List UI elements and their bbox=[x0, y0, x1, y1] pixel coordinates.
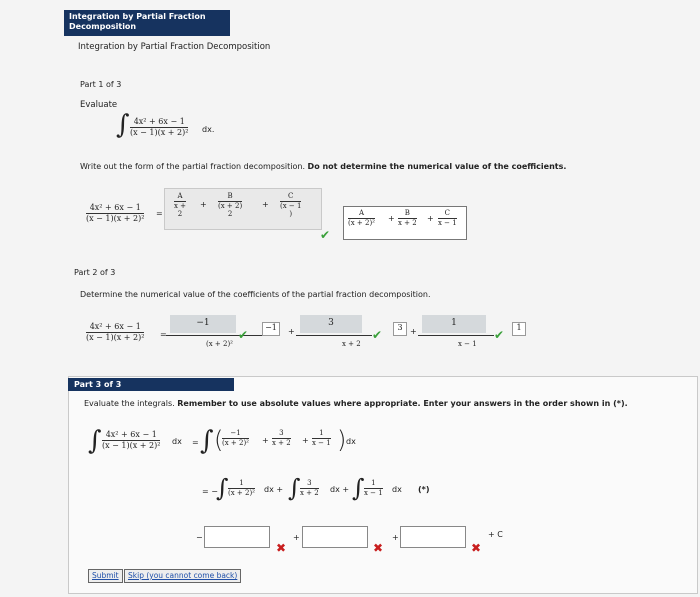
row2-term-2 bbox=[300, 480, 319, 498]
integrand-numerator: 4x² + 6x − 1 bbox=[133, 117, 185, 126]
plus-sign: + bbox=[262, 436, 269, 445]
plus-sign: + bbox=[302, 436, 309, 445]
slot-a-wrap: 2 bbox=[177, 209, 183, 218]
part3-dx-2: dx bbox=[346, 437, 356, 446]
row2-term-2-denominator: x + 2 bbox=[300, 489, 319, 498]
page-subtitle: Integration by Partial Fraction Decomposition bbox=[78, 42, 271, 52]
part3-label: Part 3 of 3 bbox=[68, 378, 234, 391]
part1-instruction bbox=[80, 162, 566, 171]
plus-sign: + bbox=[427, 214, 434, 223]
part1-instruction-normal: Write out the form of the partial fraction decomposition. bbox=[80, 162, 305, 171]
slot-c-denominator: (x − 1 bbox=[280, 202, 302, 211]
row2-dx-3: dx bbox=[392, 485, 402, 494]
row2-term-2-numerator: 3 bbox=[307, 479, 312, 487]
part1-dx: dx. bbox=[202, 125, 215, 134]
minus-sign: = − bbox=[202, 487, 218, 496]
part3-dx: dx bbox=[172, 437, 182, 446]
term-2-denominator: x + 2 bbox=[272, 439, 291, 448]
minus-sign: − bbox=[196, 533, 203, 542]
answer-a-numerator: A bbox=[358, 209, 365, 217]
part1-label: Part 1 of 3 bbox=[80, 80, 122, 89]
term-3-denominator: x − 1 bbox=[312, 439, 331, 448]
row2-term-3-numerator: 1 bbox=[371, 479, 376, 487]
assignment-header bbox=[64, 10, 230, 36]
lhs-denominator: (x − 1)(x + 2)² bbox=[86, 333, 145, 343]
slot-c-wrap: ) bbox=[289, 209, 293, 218]
part1-evaluate: Evaluate bbox=[80, 100, 118, 110]
answer-term-c bbox=[438, 210, 457, 228]
correct-check-icon: ✔ bbox=[372, 328, 383, 342]
term-1-denominator: (x + 2)² bbox=[222, 439, 249, 448]
answer-c-denominator: x − 1 bbox=[438, 219, 457, 228]
row2-term-1-numerator: 1 bbox=[239, 479, 244, 487]
coef-2-denominator: x + 2 bbox=[342, 340, 361, 348]
part2-lhs bbox=[86, 323, 144, 343]
plus-c: + C bbox=[488, 530, 503, 539]
slot-a-numerator: A bbox=[177, 192, 183, 200]
part1-integrand bbox=[130, 118, 188, 138]
integral-sign: ∫ bbox=[216, 474, 229, 502]
coef-input-1[interactable] bbox=[170, 315, 236, 333]
slot-a-denominator: x + bbox=[174, 202, 187, 211]
lhs-numerator: 4x² + 6x − 1 bbox=[89, 322, 141, 331]
correct-check-icon: ✔ bbox=[494, 328, 505, 342]
answer-term-b bbox=[398, 210, 417, 228]
plus-sign: + bbox=[262, 200, 269, 209]
coef-input-3-value: 1 bbox=[451, 318, 457, 328]
part3-panel bbox=[68, 376, 698, 594]
incorrect-x-icon: ✖ bbox=[471, 541, 482, 555]
row2-term-3-denominator: x − 1 bbox=[364, 489, 383, 498]
row2-term-3 bbox=[364, 480, 383, 498]
incorrect-x-icon: ✖ bbox=[276, 541, 287, 555]
answer-a-denominator: (x + 2)² bbox=[348, 219, 375, 228]
coef-input-1-value: −1 bbox=[196, 318, 210, 328]
part3-instruction-normal: Evaluate the integrals. bbox=[84, 399, 175, 408]
submit-button[interactable]: Submit bbox=[88, 569, 123, 583]
slot-c-numerator: C bbox=[288, 192, 294, 200]
coef-1-answer: −1 bbox=[262, 322, 280, 336]
part3-term-1 bbox=[222, 430, 249, 448]
incorrect-x-icon: ✖ bbox=[373, 541, 384, 555]
row2-term-1-denominator: (x + 2)² bbox=[228, 489, 255, 498]
plus-sign: + bbox=[288, 327, 295, 336]
coef-input-2-value: 3 bbox=[328, 318, 334, 328]
coef-input-3[interactable] bbox=[422, 315, 486, 333]
slot-b-wrap: 2 bbox=[227, 209, 233, 218]
close-paren: ) bbox=[337, 426, 347, 454]
part3-term-2 bbox=[272, 430, 291, 448]
answer-term-a bbox=[348, 210, 375, 228]
row2-dx-1: dx + bbox=[264, 485, 284, 494]
coef-3-denominator: x − 1 bbox=[458, 340, 477, 348]
lhs-denominator: (x − 1)(x + 2)² bbox=[86, 214, 145, 224]
coef-3-answer: 1 bbox=[512, 322, 526, 336]
part3-instruction-bold: Remember to use absolute values where appropriate. Enter your answers in the order shown in (*). bbox=[177, 399, 628, 408]
integral-sign: ∫ bbox=[200, 426, 214, 456]
star-marker: (*) bbox=[418, 485, 430, 494]
part1-slot-c[interactable] bbox=[280, 193, 301, 218]
header-title-line2: Decomposition bbox=[69, 22, 137, 31]
header-title-line1: Integration by Partial Fraction bbox=[69, 12, 206, 21]
part2-equals: = bbox=[160, 330, 167, 339]
lhs-denominator: (x − 1)(x + 2)² bbox=[102, 441, 161, 451]
part3-equals: = bbox=[192, 438, 199, 447]
row2-term-1 bbox=[228, 480, 255, 498]
skip-button[interactable]: Skip (you cannot come back) bbox=[124, 569, 241, 583]
plus-sign: + bbox=[388, 214, 395, 223]
slot-b-denominator: (x + 2) bbox=[218, 202, 243, 211]
part1-instruction-bold: Do not determine the numerical value of the coefficients. bbox=[307, 162, 567, 171]
term-1-numerator: −1 bbox=[230, 429, 241, 437]
coef-1-denominator: (x + 2)² bbox=[206, 340, 233, 348]
correct-check-icon: ✔ bbox=[320, 228, 331, 242]
lhs-numerator: 4x² + 6x − 1 bbox=[89, 203, 141, 212]
plus-sign: + bbox=[410, 327, 417, 336]
term-3-numerator: 1 bbox=[319, 429, 324, 437]
open-paren: ( bbox=[214, 426, 224, 454]
term-2-numerator: 3 bbox=[279, 429, 284, 437]
part3-instruction bbox=[84, 399, 628, 408]
answer-c-numerator: C bbox=[444, 209, 451, 217]
part1-slot-b[interactable] bbox=[218, 193, 242, 218]
plus-sign: + bbox=[200, 200, 207, 209]
row2-dx-2: dx + bbox=[330, 485, 350, 494]
part1-equals: = bbox=[156, 209, 163, 218]
plus-sign: + bbox=[392, 533, 399, 542]
integral-sign: ∫ bbox=[352, 474, 365, 502]
lhs-numerator: 4x² + 6x − 1 bbox=[105, 430, 157, 439]
part3-lhs bbox=[102, 431, 160, 451]
part2-instruction: Determine the numerical value of the coefficients of the partial fraction decomposition. bbox=[80, 290, 431, 299]
answer-input-2[interactable] bbox=[302, 526, 368, 548]
part1-lhs bbox=[86, 204, 144, 224]
plus-sign: + bbox=[293, 533, 300, 542]
coef-input-2[interactable] bbox=[300, 315, 362, 333]
answer-input-3[interactable] bbox=[400, 526, 466, 548]
part2-label: Part 2 of 3 bbox=[74, 268, 116, 277]
integral-sign: ∫ bbox=[288, 474, 301, 502]
coef-2-answer: 3 bbox=[393, 322, 407, 336]
integral-sign: ∫ bbox=[88, 426, 102, 456]
correct-check-icon: ✔ bbox=[238, 328, 249, 342]
slot-b-numerator: B bbox=[227, 192, 233, 200]
integrand-denominator: (x − 1)(x + 2)² bbox=[130, 128, 189, 138]
integral-sign: ∫ bbox=[116, 110, 130, 140]
part1-slot-a[interactable] bbox=[174, 193, 186, 218]
part3-term-3 bbox=[312, 430, 331, 448]
answer-b-numerator: B bbox=[404, 209, 410, 217]
answer-b-denominator: x + 2 bbox=[398, 219, 417, 228]
answer-input-1[interactable] bbox=[204, 526, 270, 548]
